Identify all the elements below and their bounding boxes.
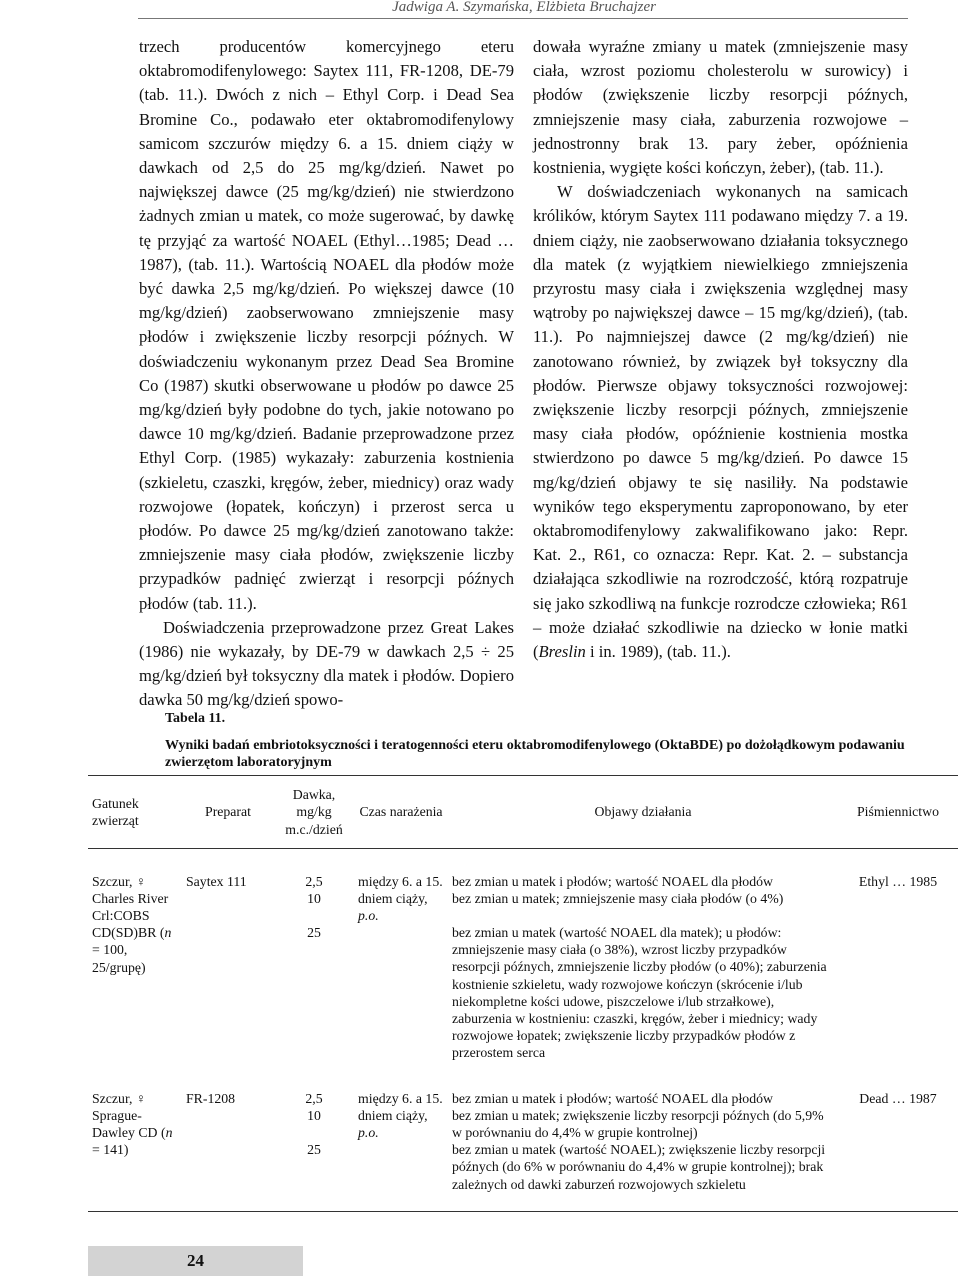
table-row bbox=[88, 1080, 958, 1212]
table-label: Tabela 11. bbox=[165, 711, 226, 726]
effects-cell: bez zmian u matek i płodów; wartość NOAEL dla płodów bez zmian u matek; zmniejszenie masy ciała płodów (o 4%) bez zmian u matek (wartość NOAEL dla matek); u płodów: zmniejszenie masy ciała (o 38%), wzrost liczby przypadków resorpcji późnych, zmniejszenie liczby płodów (o 40%); zaburzenia kostnienie szkieletu, wady rozwojowe kończyn (skrócenie i/lub niekompletne kości udowe, piszczelowe i/lub strzałkowe), zaburzenia w kostnieniu: czaszki, kręgów, żeber i miednicy; wady rozwojowe łopatek; zwiększenie liczby przypadków płodów z przerostem serca bbox=[452, 873, 827, 1061]
page-number: 24 bbox=[88, 1246, 303, 1276]
time-cell: między 6. a 15. dniem ciąży, p.o. bbox=[354, 1080, 448, 1212]
preparation-cell: FR-1208 bbox=[182, 1080, 274, 1212]
header-time: Czas narażenia bbox=[354, 776, 448, 849]
dose-cell: 2,5 10 25 bbox=[274, 1080, 354, 1212]
header-preparation: Preparat bbox=[182, 776, 274, 849]
citation-author: Breslin bbox=[538, 642, 586, 662]
table-header-row bbox=[88, 776, 958, 849]
table-caption: Wyniki badań embriotoksyczności i teratogenności eteru oktabromodifenylowego (OktaBDE) po dożołądkowym podawaniu zwierzętom laboratoryjnym bbox=[165, 738, 905, 770]
left-paragraph-1: trzech producentów komercyjnego eteru oktabromodifenylowego: Saytex 111, FR-1208, DE-79 (tab. 11.). Dwóch z nich – Ethyl Corp. i Dead Sea Bromine Co., podawało eter oktabromodifenylowy samicom szczurów między 6. a 15. dniem ciąży w dawkach od 2,5 do 25 mg/kg/dzień. Nawet po największej dawce (25 mg/kg/dzień) nie stwierdzono żadnych zmian u matek, co może sugerować, by dawkę tę przyjąć za wartość NOAEL (Ethyl…1985; Dead … 1987), (tab. 11.). Wartością NOAEL dla płodów może być dawka 2,5 mg/kg/dzień. Po większej dawce (10 mg/kg/dzień) zaobserwowano zmniejszenie masy płodów i zwiększenie liczby resorpcji późnych. W doświadczeniu wykonanym przez Dead Sea Bromine Co (1987) skutki obserwowane u płodów po dawce 25 mg/kg/dzień były podobne do tych, jakie notowano po dawce 10 mg/kg/dzień. Badanie przeprowadzone przez Ethyl Corp. (1985) wykazały: zaburzenia kostnienia (szkieletu, czaszki, kręgów, żeber, miednicy) oraz wady rozwojowe (łopatek, kończyn) i przerost serca u płodów. Po dawce 25 mg/kg/dzień zanotowano także: zmniejszenie masy ciała płodów, zwiększenie liczby przypadków padnięć zwierząt i resorpcji późnych płodów (tab. 11.). bbox=[139, 37, 514, 613]
reference-cell: Dead … 1987 bbox=[838, 1080, 958, 1212]
results-table bbox=[88, 775, 958, 1212]
right-paragraph-1: dowała wyraźne zmiany u matek (zmniejszenie masy ciała, wzrost poziomu cholesterolu w surowicy) i płodów (zwiększenie liczby resorpcji późnych, zmniejszenie masy ciała, zaburzenia rozwojowe – jednostronny brak 13. pary żeber, opóźnienia kostnienia, wygięte kości kończyn, żeber), (tab. 11.). bbox=[533, 37, 908, 178]
right-paragraph-2-end: i in. 1989), (tab. 11.). bbox=[585, 642, 731, 662]
right-paragraph-2-text: W doświadczeniach wykonanych na samicach królików, którym Saytex 111 podawano między 7. a 19. dniem ciąży, nie zaobserwowano działania toksycznego dla matek (z wyjątkiem niewielkiego zmniejszenia przyrostu masy ciała i zwiększenia względnej masy wątroby po największej dawce – 15 mg/kg/dzień), (tab. 11.). Po najmniejszej dawce (2 mg/kg/dzień) nie zanotowano również, by związek był toksyczny dla płodów. Pierwsze objawy toksyczności rozwojowej: zwiększenie liczby resorpcji późnych, zmniejszenie masy ciała płodów, opóźnienie kostnienia mostka stwierdzono po dawce 5 mg/kg/dzień. Po dawce 15 mg/kg/dzień objawy te się nasiliły. Na podstawie wyników tego eksperymentu zaproponowano, by eter oktabromodifenylowy zakwalifikowano jako: Repr. Kat. 2., R61, co oznacza: Repr. Kat. 2. – substancja działająca szkodliwie na rozrodczość, którą rozpatruje się jako szkodliwą na funkcje rozrodcze człowieka; R61 – może działać szkodliwie na dziecko w łonie matki ( bbox=[533, 182, 908, 662]
right-paragraph-2 bbox=[533, 180, 908, 664]
preparation-cell: Saytex 111 bbox=[186, 873, 247, 889]
left-paragraph-2: Doświadczenia przeprowadzone przez Great Lakes (1986) nie wykazały, by DE-79 w dawkach 2,5 ÷ 25 mg/kg/dzień był toksyczny dla matek i płodów. Dopiero dawka 50 mg/kg/dzień spowo- bbox=[139, 617, 514, 710]
reference-cell: Ethyl … 1985 bbox=[858, 873, 938, 889]
species-cell: Szczur, ♀ Sprague-Dawley CD (n = 141) bbox=[88, 1080, 182, 1212]
header-effects: Objawy działania bbox=[448, 776, 838, 849]
header-dose: Dawka, mg/kg m.c./dzień bbox=[274, 776, 354, 849]
dose-cell: 2,5 10 25 bbox=[305, 873, 323, 940]
right-column bbox=[533, 35, 908, 664]
table-row bbox=[88, 863, 958, 1080]
header-rule bbox=[138, 18, 908, 19]
time-cell: między 6. a 15. dniem ciąży, p.o. bbox=[358, 873, 443, 923]
header-references: Piśmiennictwo bbox=[838, 776, 958, 849]
effects-cell: bez zmian u matek i płodów; wartość NOAEL dla płodów bez zmian u matek; zwiększenie liczby resorpcji późnych (do 5,9% w porównaniu do 4,4% w grupie kontrolnej) bez zmian u matek (wartość NOAEL); zwiększenie liczby resorpcji późnych (do 6% w porównaniu do 4,4% w grupie kontrolnej); brak zależnych od dawki zaburzeń rozwojowych szkieletu bbox=[448, 1080, 838, 1212]
left-column bbox=[139, 35, 514, 713]
running-header: Jadwiga A. Szymańska, Elżbieta Bruchajzer bbox=[392, 0, 656, 15]
header-species: Gatunek zwierząt bbox=[88, 776, 182, 849]
species-cell: Szczur, ♀ Charles River Crl:COBS CD(SD)BR (n = 100, 25/grupę) bbox=[92, 873, 172, 975]
